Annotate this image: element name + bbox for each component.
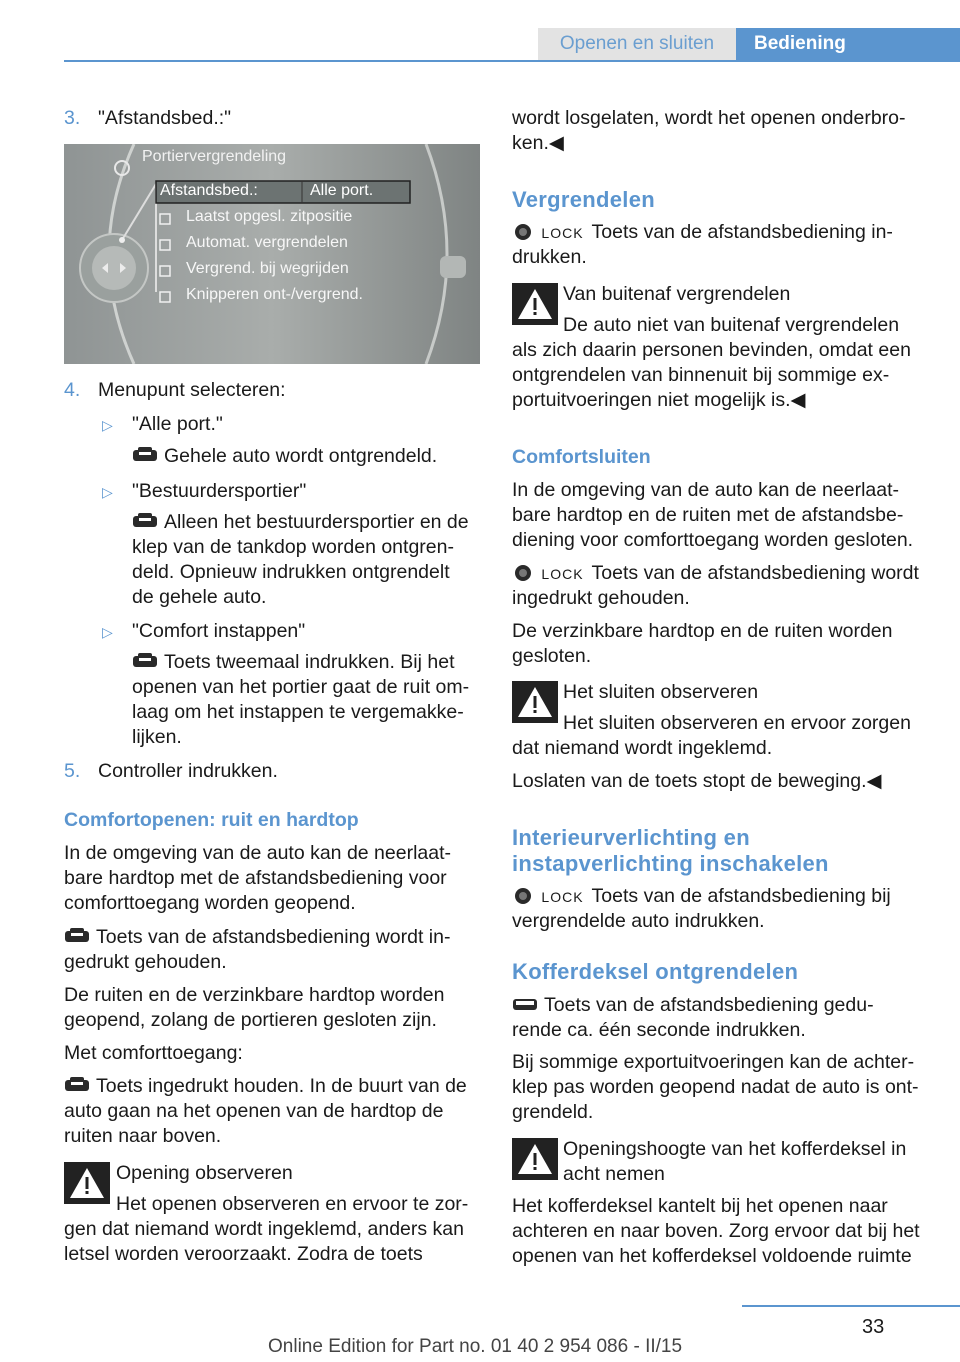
screen-title: Portiervergrendeling: [142, 148, 287, 165]
car-key-icon: [132, 512, 158, 530]
screen-option: Knipperen ont-/vergrend.: [186, 286, 363, 303]
step-number: 3.: [64, 107, 81, 129]
paragraph-line: Bij sommige exportuitvoeringen kan de achter‐: [512, 1051, 915, 1073]
header-rule: [64, 60, 960, 62]
paragraph-line: LOCK Toets van de afstandsbediening in‐: [512, 220, 893, 246]
paragraph-line: vergrendelde auto indrukken.: [512, 910, 765, 932]
screen-option: Automat. vergrendelen: [186, 234, 348, 251]
screen-graphic: [64, 144, 480, 364]
paragraph-line: diening voor comforttoegang worden gesloten.: [512, 529, 914, 551]
car-key-icon: [64, 1076, 90, 1094]
warning-text: als zich daarin personen bevinden, omdat een: [512, 339, 911, 361]
bullet-icon: ▷: [102, 624, 113, 640]
paragraph-line: wordt losgelaten, wordt het openen onderbro‐: [512, 107, 906, 129]
warning-text: Het kofferdeksel kantelt bij het openen naar: [512, 1195, 888, 1217]
paragraph-line: Toets ingedrukt houden. In de buurt van de: [64, 1074, 467, 1099]
paragraph-line: Toets van de afstandsbediening gedu‐: [512, 993, 874, 1018]
bullet-icon: ▷: [102, 484, 113, 500]
option-desc-line: deld. Opnieuw indrukken ontgrendelt: [132, 561, 450, 583]
warning-text: ontgrendelen van binnenuit bij sommige ex‐: [512, 364, 890, 386]
page-number: 33: [862, 1316, 885, 1338]
car-key-icon: [64, 927, 90, 945]
header-chapter-tab: Bediening: [736, 28, 960, 60]
heading-vergrendelen: Vergrendelen: [512, 187, 655, 212]
paragraph-line: geopend, zolang de portieren gesloten zijn.: [64, 1009, 437, 1031]
warning-text: De auto niet van buitenaf vergrendelen: [563, 314, 900, 336]
trunk-key-icon: [512, 995, 538, 1013]
remote-button-icon: [512, 223, 534, 241]
paragraph-line: In de omgeving van de auto kan de neerlaat‐: [512, 479, 900, 501]
warning-title: Het sluiten observeren: [563, 681, 759, 703]
option-desc: Toets tweemaal indrukken. Bij het: [132, 650, 454, 675]
bullet-icon: ▷: [102, 417, 113, 433]
option-desc-line: de gehele auto.: [132, 586, 267, 608]
heading-interieur: instapverlichting inschakelen: [512, 851, 829, 876]
warning-icon: [512, 681, 558, 723]
paragraph-line: LOCK Toets van de afstandsbediening bij: [512, 884, 891, 910]
paragraph-line: rende ca. één seconde indrukken.: [512, 1019, 806, 1041]
paragraph-line: Met comforttoegang:: [64, 1042, 243, 1064]
paragraph-line: ruiten naar boven.: [64, 1125, 222, 1147]
option-label: "Bestuurdersportier": [132, 480, 307, 502]
option-desc-line: klep van de tankdop worden ontgren‐: [132, 536, 454, 558]
option-label: "Comfort instappen": [132, 620, 306, 642]
header-section-tab: Openen en sluiten: [538, 28, 736, 60]
option-desc-line: openen van het portier gaat de ruit om‐: [132, 676, 470, 698]
paragraph-line: bare hardtop en de ruiten met de afstandsbe‐: [512, 504, 904, 526]
warning-text: Het openen observeren en ervoor te zor‐: [116, 1193, 469, 1215]
lock-label: LOCK: [541, 889, 584, 905]
paragraph-line: De ruiten en de verzinkbare hardtop worden: [64, 984, 445, 1006]
step-4: 4. Menupunt selecteren:: [64, 379, 286, 401]
paragraph-line: comforttoegang worden geopend.: [64, 892, 356, 914]
remote-button-icon: [512, 564, 534, 582]
step-3: [64, 106, 232, 131]
warning-icon: [512, 283, 558, 325]
paragraph-line: gedrukt gehouden.: [64, 951, 227, 973]
step-5: 5. Controller indrukken.: [64, 760, 278, 782]
paragraph-line: klep pas worden geopend nadat de auto is ont‐: [512, 1076, 919, 1098]
paragraph-line: ken.◀: [512, 132, 564, 154]
warning-icon: [512, 1138, 558, 1180]
paragraph-line: auto gaan na het openen van de hardtop de: [64, 1100, 444, 1122]
paragraph-line: Loslaten van de toets stopt de beweging.◀: [512, 770, 882, 792]
step-text: "Afstandsbed.:": [98, 107, 232, 129]
warning-text: dat niemand wordt ingeklemd.: [512, 737, 773, 759]
option-desc-line: lijken.: [132, 726, 182, 748]
paragraph-line: LOCK Toets van de afstandsbediening wordt: [512, 561, 919, 587]
option-label: "Alle port.": [132, 413, 223, 435]
paragraph-line: ingedrukt gehouden.: [512, 587, 690, 609]
warning-title: acht nemen: [563, 1163, 665, 1185]
paragraph-line: drukken.: [512, 246, 587, 268]
paragraph-line: In de omgeving van de auto kan de neerlaat‐: [64, 842, 452, 864]
warning-title: Openingshoogte van het kofferdeksel in: [563, 1138, 907, 1160]
option-desc: Alleen het bestuurdersportier en de: [132, 510, 469, 535]
paragraph-line: De verzinkbare hardtop en de ruiten worden: [512, 620, 893, 642]
lock-label: LOCK: [541, 566, 584, 582]
paragraph-line: grendeld.: [512, 1101, 594, 1123]
footer-rule: [742, 1305, 960, 1307]
screen-row-value: Alle port.: [310, 182, 374, 199]
subheading-comfortopenen: Comfortopenen: ruit en hardtop: [64, 809, 359, 831]
warning-title: Van buitenaf vergrendelen: [563, 283, 791, 305]
heading-interieur: Interieurverlichting en: [512, 825, 750, 850]
screen-option: Laatst opgesl. zitpositie: [186, 208, 353, 225]
warning-text: portuitvoeringen niet mogelijk is.◀: [512, 389, 806, 411]
warning-title: Opening observeren: [116, 1162, 293, 1184]
warning-text: gen dat niemand wordt ingeklemd, anders kan: [64, 1218, 464, 1240]
screen-option: Vergrend. bij wegrijden: [186, 260, 349, 277]
lock-label: LOCK: [541, 225, 584, 241]
paragraph-line: gesloten.: [512, 645, 592, 667]
idrive-screenshot: [64, 144, 480, 364]
warning-icon: [64, 1162, 110, 1204]
car-key-icon: [132, 652, 158, 670]
paragraph-line: bare hardtop met de afstandsbediening voor: [64, 867, 447, 889]
option-desc: Gehele auto wordt ontgrendeld.: [132, 444, 437, 469]
paragraph-line: Toets van de afstandsbediening wordt in‐: [64, 925, 450, 950]
footer-edition: Online Edition for Part no. 01 40 2 954 086 - II/15: [268, 1336, 683, 1357]
screen-row-label: Afstandsbed.:: [160, 182, 258, 199]
heading-kofferdeksel: Kofferdeksel ontgrendelen: [512, 959, 799, 984]
option-desc-line: laag om het instappen te vergemakke‐: [132, 701, 464, 723]
subheading-comfortsluiten: Comfortsluiten: [512, 446, 651, 468]
warning-text: letsel worden veroorzaakt. Zodra de toets: [64, 1243, 423, 1265]
remote-button-icon: [512, 887, 534, 905]
warning-text: Het sluiten observeren en ervoor zorgen: [563, 712, 911, 734]
warning-text: openen van het kofferdeksel voldoende ruimte: [512, 1245, 912, 1267]
warning-text: achteren en naar boven. Zorg ervoor dat bij het: [512, 1220, 920, 1242]
car-key-icon: [132, 446, 158, 464]
